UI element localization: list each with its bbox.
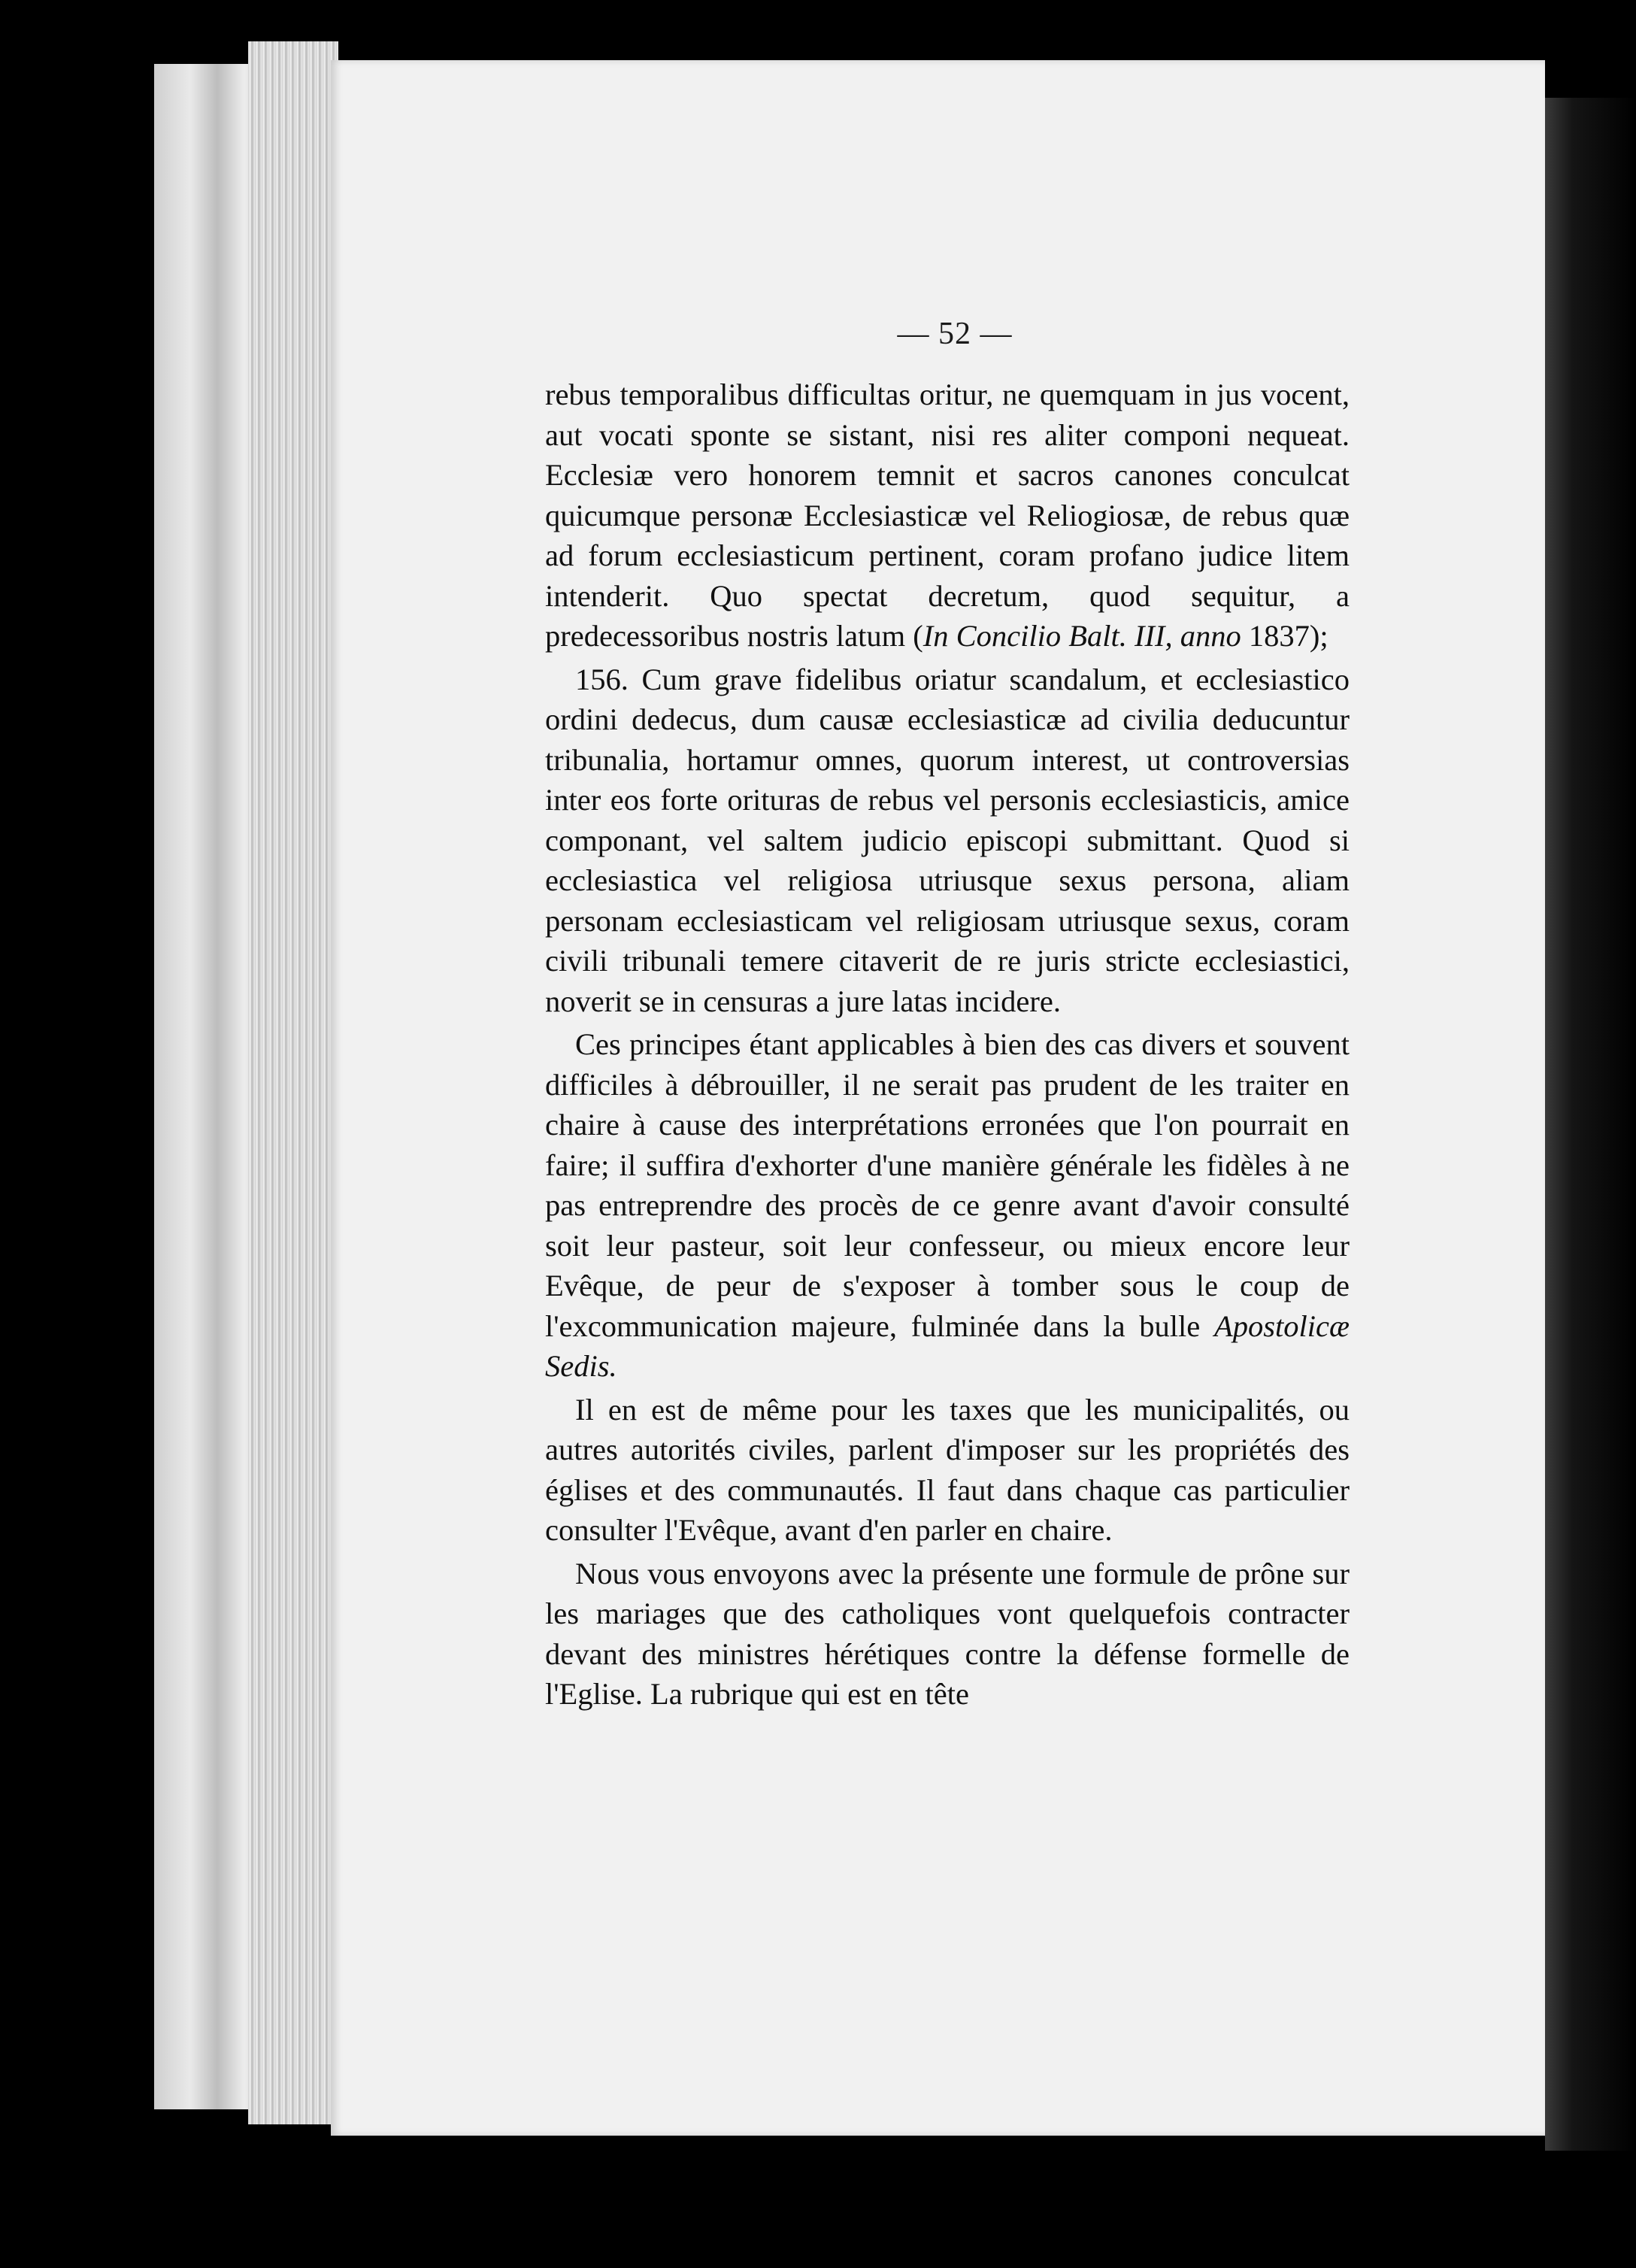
paragraph-continued-latin <box>545 374 1350 656</box>
paragraph-taxes: Il en est de même pour les taxes que les municipalités, ou autres autorités civiles, parlent d'imposer sur les propriétés des églises et des communautés. Il faut dans chaque cas particulier consulter l'Evêque, avant d'en parler en chaire. <box>545 1392 1350 1547</box>
paragraph-principes <box>545 1024 1350 1387</box>
bull-title-italic: Apostolicæ Sedis. <box>545 1308 1350 1383</box>
paragraph-formule: Nous vous envoyons avec la présente une formule de prône sur les mariages que des catholiques vont quelquefois contracter devant des ministres hérétiques contre la défense formelle de l'Eglise. La rubrique qui est en tête <box>545 1556 1350 1711</box>
citation-italic-year-label: anno <box>1180 619 1241 653</box>
gutter-shadow <box>1545 98 1636 2151</box>
paragraph-text: Ces principes étant applicables à bien des cas divers et souvent difficiles à débrouiller, il ne serait pas prudent de les traiter en chaire à cause des interprétations erronées que l'on pourrait en faire; il suffira d'exhorter d'une manière générale les fidèles à ne pas entreprendre des procès de ce genre avant d'avoir consulté soit leur pasteur, soit leur confesseur, ou mieux encore leur Evêque, de peur de s'exposer à tomber sous le coup de l'excommunication majeure, fulminée dans la bulle <box>545 1027 1350 1343</box>
citation-year: 1837); <box>1241 619 1328 653</box>
citation-italic: In Concilio Balt. III, <box>923 619 1173 653</box>
page-number: — 52 — <box>897 317 1013 351</box>
paragraph-decree-156: 156. Cum grave fidelibus oriatur scandalum, et ecclesiastico ordini dedecus, dum causæ ecclesiasticæ ad civilia deducuntur tribunalia, hortamur omnes, quorum interest, ut controversias inter eos forte orituras de rebus vel personis ecclesiasticis, amice componant, vel saltem judicio episcopi submittant. Quod si ecclesiastica vel religiosa utriusque sexus persona, aliam personam ecclesiasticam vel religiosam utriusque sexus, coram civili tribunali temere citaverit de re juris stricte ecclesiastici, noverit se in censuras a jure latas incidere. <box>545 662 1350 1018</box>
page-body-text <box>545 374 1350 1715</box>
paragraph-text: rebus temporalibus difficultas oritur, ne quemquam in jus vocent, aut vocati sponte se sistant, nisi res aliter componi nequeat. Ecclesiæ vero honorem temnit et sacros canones conculcat quicumque personæ Ecclesiasticæ vel Reliogiosæ, de rebus quæ ad forum ecclesiasticum pertinent, coram profano judice litem intenderit. Quo spectat decretum, quod sequitur, a predecessoribus nostris latum ( <box>545 377 1350 653</box>
book-page-edges <box>248 41 338 2124</box>
citation-space <box>1173 619 1180 653</box>
